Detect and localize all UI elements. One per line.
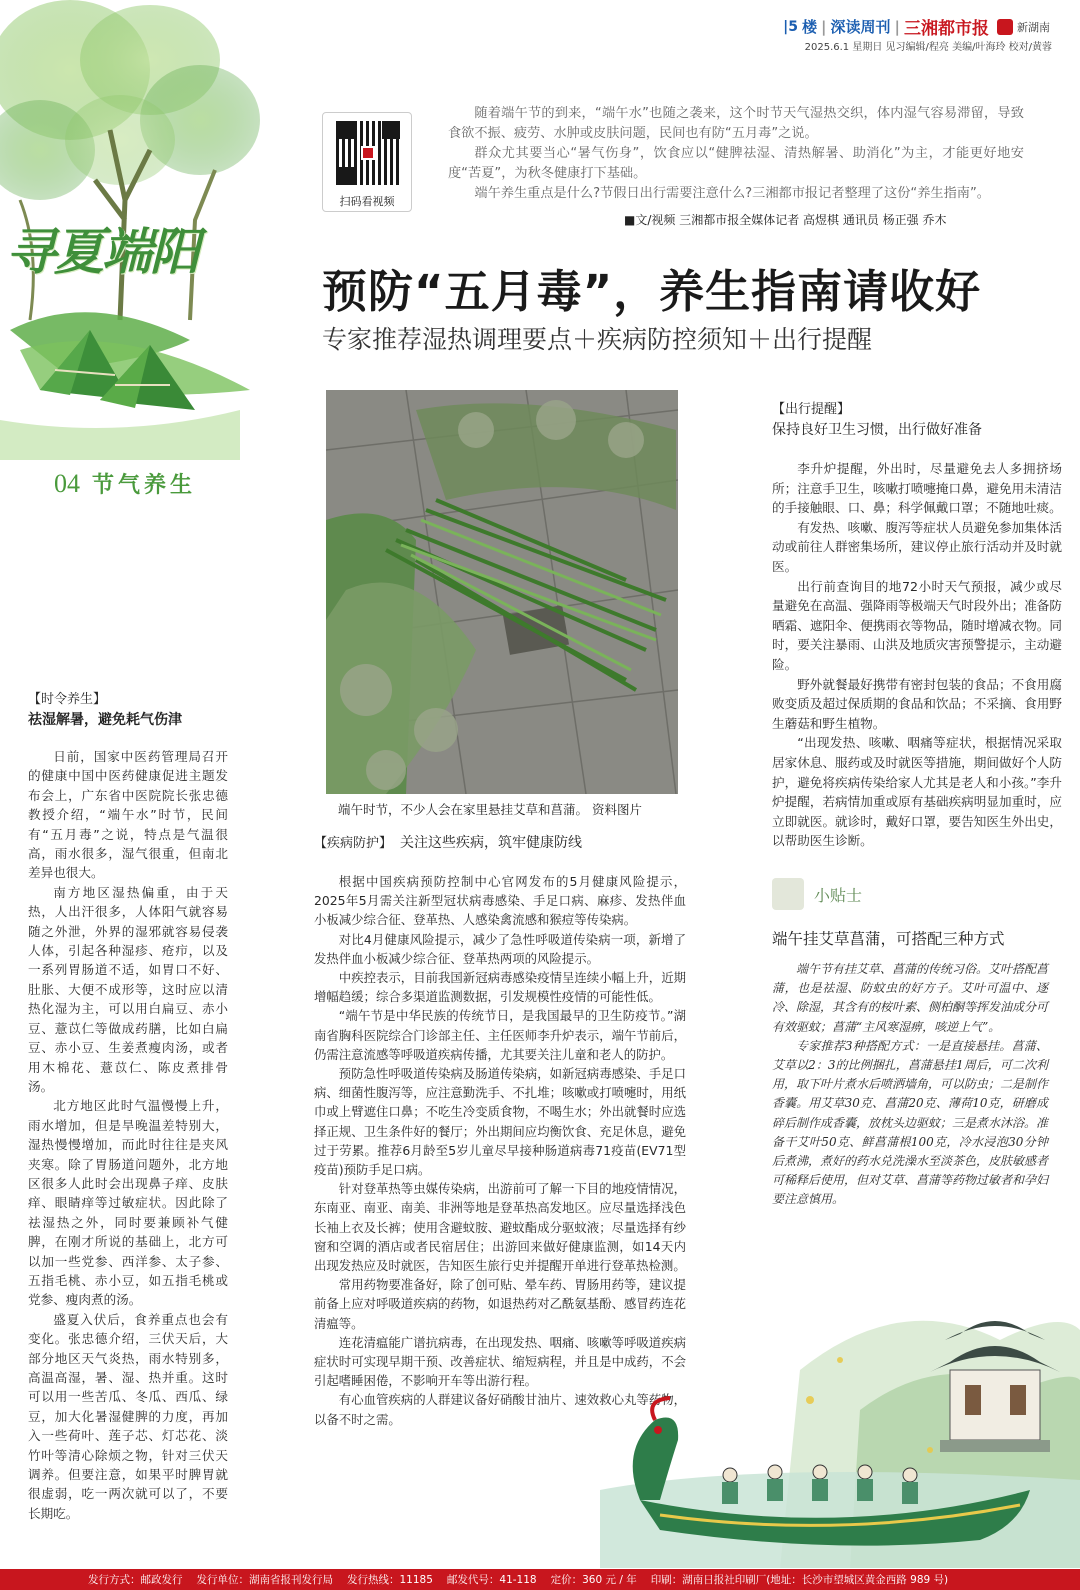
section-subtitle: 保持良好卫生习惯，出行做好准备 (772, 422, 982, 438)
tips-icon (772, 878, 804, 910)
footer-item: 发行方式：邮政发行 (88, 1574, 183, 1586)
page-label (54, 468, 196, 499)
body-paragraph: 连花清瘟能广谱抗病毒，在出现发热、咽痛、咳嗽等呼吸道疾病症状时可实现早期干预、改善症状、缩短病程，并且是中成药，不会引起嗜睡困倦，不影响开车等出游行程。 (314, 1334, 686, 1389)
tips-paragraph: 端午节有挂艾草、菖蒲的传统习俗。艾叶搭配菖蒲，也是祛湿、防蚊虫的好方子。艾叶可温中、逐冷、除湿，其含有的桉叶素、侧柏酮等挥发油成分可有效驱蚊；菖蒲“主风寒湿痹，咳逆上气”。 (772, 962, 1049, 1034)
tips-header (772, 878, 862, 910)
body-paragraph: 南方地区湿热偏重，由于天热，人出汗很多，人体阳气就容易随之外泄，外界的湿邪就容易侵袭人体，引起各种湿疹、疮疖，以及一系列胃肠道不适，如胃口不好、肚胀、大便不成形等，这时应以清热化湿为主，可以用白扁豆、赤小豆、薏苡仁等做成药膳，比如白扁豆、赤小豆、生姜煮瘦肉汤，或者用木棉花、薏苡仁、陈皮煮排骨汤。 (28, 884, 228, 1094)
intro (448, 104, 1024, 204)
section-tag: 【时令养生】 (28, 692, 107, 707)
section-tag: 【疾病防护】 (314, 836, 393, 851)
left-column (28, 688, 228, 1523)
tips-title: 端午挂艾草菖蒲，可搭配三种方式 (772, 930, 1005, 948)
tips-label: 小贴士 (814, 885, 863, 905)
intro-paragraph: 端午养生重点是什么?节假日出行需要注意什么?三湘都市报记者整理了这份“养生指南”。 (474, 186, 990, 201)
footer-item: 发行单位：湖南省报刊发行局 (196, 1574, 333, 1586)
footer-bar (0, 1569, 1080, 1590)
body-paragraph: 盛夏入伏后，食养重点也会有变化。张忠德介绍，三伏天后，大部分地区天气炎热，雨水特别多，高温高湿，暑、湿、热并重。这时可以用一些苦瓜、冬瓜、西瓜、绿豆，加大化暑湿健脾的力度，再加入一些荷叶、莲子芯、灯芯花、淡竹叶等清心除烦之物，针对三伏天调养。但要注意，如果平时脾胃就很虚弱，吃一两次就可以了，不要长期吃。 (28, 1311, 228, 1521)
qr-box[interactable] (322, 112, 412, 212)
body-paragraph: 北方地区此时气温慢慢上升，雨水增加，但是旱晚温差特别大，湿热慢慢增加，而此时往往是夹风夹寒。除了胃肠道问题外，北方地区很多人此时会出现鼻子痒、皮肤痒、眼睛痒等过敏症状。因此除了祛湿热之外，同时要兼顾补气健脾，在刚才所说的基础上，北方可以加一些党参、西洋参、太子参、五指毛桃、赤小豆，如五指毛桃或党参、瘦肉煮的汤。 (28, 1098, 228, 1308)
app-name: 新湖南 (1017, 20, 1050, 34)
body-paragraph: 日前，国家中医药管理局召开的健康中国中医药健康促进主题发布会上，广东省中医院院长张忠德教授介绍，“端午水”时节，民间有“五月毒”之说，特点是气温很高，雨水很多，湿气很重，但南北差异也很大。 (28, 749, 228, 881)
footer-item: 定价：360 元 / 年 (550, 1574, 637, 1586)
tips-body (772, 960, 1048, 1210)
tips-paragraph: 专家推荐3种搭配方式：一是直接悬挂。菖蒲、艾草以2：3的比例捆扎，菖蒲悬挂1周后，可二次利用，取下叶片煮水后喷洒墙角，可以防虫；二是制作香囊。用艾草30克、菖蒲20克、薄荷10克，研磨成碎后制作成香囊，放枕头边驱蚊；三是煮水沐浴。准备干艾叶50克、鲜菖蒲根100克，冷水浸泡30分钟后煮沸，煮好的药水兑洗澡水至淡茶色，皮肤敏感者可稀释后使用，但对艾草、菖蒲等药物过敏者和孕妇要注意慎用。 (772, 1038, 1049, 1207)
column-name: 楼 (802, 18, 818, 36)
intro-paragraph: 群众尤其要当心“暑气伤身”，饮食应以“健脾祛湿、清热解暑、助消化”为主，才能更好地安度“苦夏”，为秋冬健康打下基础。 (448, 146, 1024, 181)
footer-item: 发行热线：11185 (347, 1574, 433, 1586)
intro-paragraph: 随着端午节的到来，“端午水”也随之袭来，这个时节天气湿热交织，体内湿气容易滞留，导致食欲不振、疲劳、水肿或皮肤问题，民间也有防“五月毒”之说。 (448, 106, 1024, 141)
masthead: |5 楼 | 深读周刊 | 三湘都市报 新湖南 (783, 14, 1050, 39)
body-paragraph: 出行前查询目的地72小时天气预报，减少或尽量避免在高温、强降雨等极端天气时段外出；准备防晒霜、遮阳伞、便携雨衣等物品，随时增减衣物。同时，要关注暴雨、山洪及地质灾害预警提示，主动避险。 (772, 578, 1062, 672)
body-paragraph: 预防急性呼吸道传染病及肠道传染病，如新冠病毒感染、手足口病、细菌性腹泻等，应注意勤洗手、不扎堆；咳嗽或打喷嚏时，用纸巾或上臂遮住口鼻；不吃生冷变质食物，不喝生水；外出就餐时应选择正规、卫生条件好的餐厅；外出期间应均衡饮食、充足休息，避免过于劳累。推荐6月龄至5岁儿童尽早接种肠道病毒71疫苗(EV71型疫苗)预防手足口病。 (314, 1066, 686, 1178)
section-subtitle: 祛湿解暑，避免耗气伤津 (28, 712, 182, 728)
body-paragraph: “出现发热、咳嗽、咽痛等症状，根据情况采取居家休息、服药或及时就医等措施，期间做好个人防护，避免将疾病传染给家人尤其是老人和小孩。”李升炉提醒，若病情加重或原有基础疾病明显加重时，应立即就医。就诊时，戴好口罩，要告知医生外出史，以帮助医生诊断。 (772, 735, 1062, 849)
body-paragraph: 针对登革热等虫媒传染病，出游前可了解一下目的地疫情情况，东南亚、南亚、南美、非洲等地是登革热高发地区。应尽量选择浅色长袖上衣及长裤；使用含避蚊胺、避蚊酯成分驱蚊液；尽量选择有纱窗和空调的酒店或者民宿居住；出游回来做好健康监测，如14天内出现发热应及时就医，告知医生旅行史并提醒开单进行登革热检测。 (314, 1181, 686, 1274)
dragon-boat-illustration (600, 1250, 1080, 1568)
date-line: 2025.6.1 星期日 见习编辑/程亮 美编/叶海玲 校对/黄蓉 (804, 42, 1052, 53)
page-number: 04 (54, 469, 80, 498)
body-paragraph: 有发热、咳嗽、腹泻等症状人员避免参加集体活动或前往人群密集场所，建议停止旅行活动并及时就医。 (772, 519, 1062, 574)
qr-center-icon (361, 146, 375, 160)
body-paragraph: 对比4月健康风险提示，减少了急性呼吸道传染病一项，新增了发热伴血小板减少综合征、登革热两项的风险提示。 (314, 931, 686, 966)
subheadline: 专家推荐湿热调理要点＋疾病防控须知＋出行提醒 (322, 325, 873, 354)
section-tag: 【出行提醒】 (772, 402, 851, 417)
headline: 预防“五月毒”，养生指南请收好 (322, 265, 982, 318)
zongzi-illustration (0, 290, 260, 460)
body-paragraph: 野外就餐最好携带有密封包装的食品；不食用腐败变质及超过保质期的食品和饮品；不采摘、食用野生蘑菇和野生植物。 (772, 676, 1062, 731)
page-title: 节气养生 (92, 473, 197, 498)
newspaper-name: 三湘都市报 (904, 19, 989, 39)
body-paragraph: 根据中国疾病预防控制中心官网发布的5月健康风险提示，2025年5月需关注新型冠状病毒感染、手足口病、麻疹、发热伴血小板减少综合征、登革热、人感染禽流感和猴痘等传染病。 (314, 874, 686, 928)
qr-caption: 扫码看视频 (339, 195, 395, 208)
body-paragraph: “端午节是中华民族的传统节日，是我国最早的卫生防疫节。”湖南省胸科医院综合门诊部主任、主任医师李升炉表示，端午节前后，仍需注意流感等呼吸道疾病传播，尤其要关注儿童和老人的防护。 (314, 1008, 686, 1062)
mugwort-photo (326, 390, 678, 794)
photo-caption: 端午时节，不少人会在家里悬挂艾草和菖蒲。 资料图片 (338, 802, 642, 817)
body-paragraph: 有心血管疾病的人群建议备好硝酸甘油片、速效救心丸等药物，以备不时之需。 (314, 1392, 686, 1427)
column-mark: |5 (783, 18, 798, 35)
body-paragraph: 中疾控表示，目前我国新冠病毒感染疫情呈连续小幅上升，近期增幅趋缓；综合多渠道监测数据，引发规模性疫情的可能性低。 (314, 970, 686, 1005)
app-logo-icon (997, 19, 1013, 35)
footer-item: 邮发代号：41-118 (446, 1574, 537, 1586)
section-calligraphy: 寻夏端阳 (6, 222, 198, 281)
section-subtitle: 关注这些疾病，筑牢健康防线 (400, 835, 583, 851)
body-paragraph: 常用药物要准备好，除了创可贴、晕车药、胃肠用药等，建议提前备上应对呼吸道疾病的药物，如退热药对乙酰氨基酚、感冒药连花清瘟等。 (314, 1277, 686, 1331)
body-paragraph: 李升炉提醒，外出时，尽量避免去人多拥挤场所；注意手卫生，咳嗽打喷嚏掩口鼻，避免用未清洁的手接触眼、口、鼻；科学佩戴口罩；不随地吐痰。 (772, 461, 1062, 516)
tree-illustration (0, 0, 260, 340)
footer-item: 印刷：湖南日报社印刷厂(地址：长沙市望城区黄金西路 989 号) (650, 1574, 949, 1586)
byline: ■文/视频 三湘都市报全媒体记者 高煜棋 通讯员 杨正强 乔木 (624, 213, 947, 227)
supplement-name: 深读周刊 (830, 20, 891, 36)
right-column (772, 398, 1062, 851)
